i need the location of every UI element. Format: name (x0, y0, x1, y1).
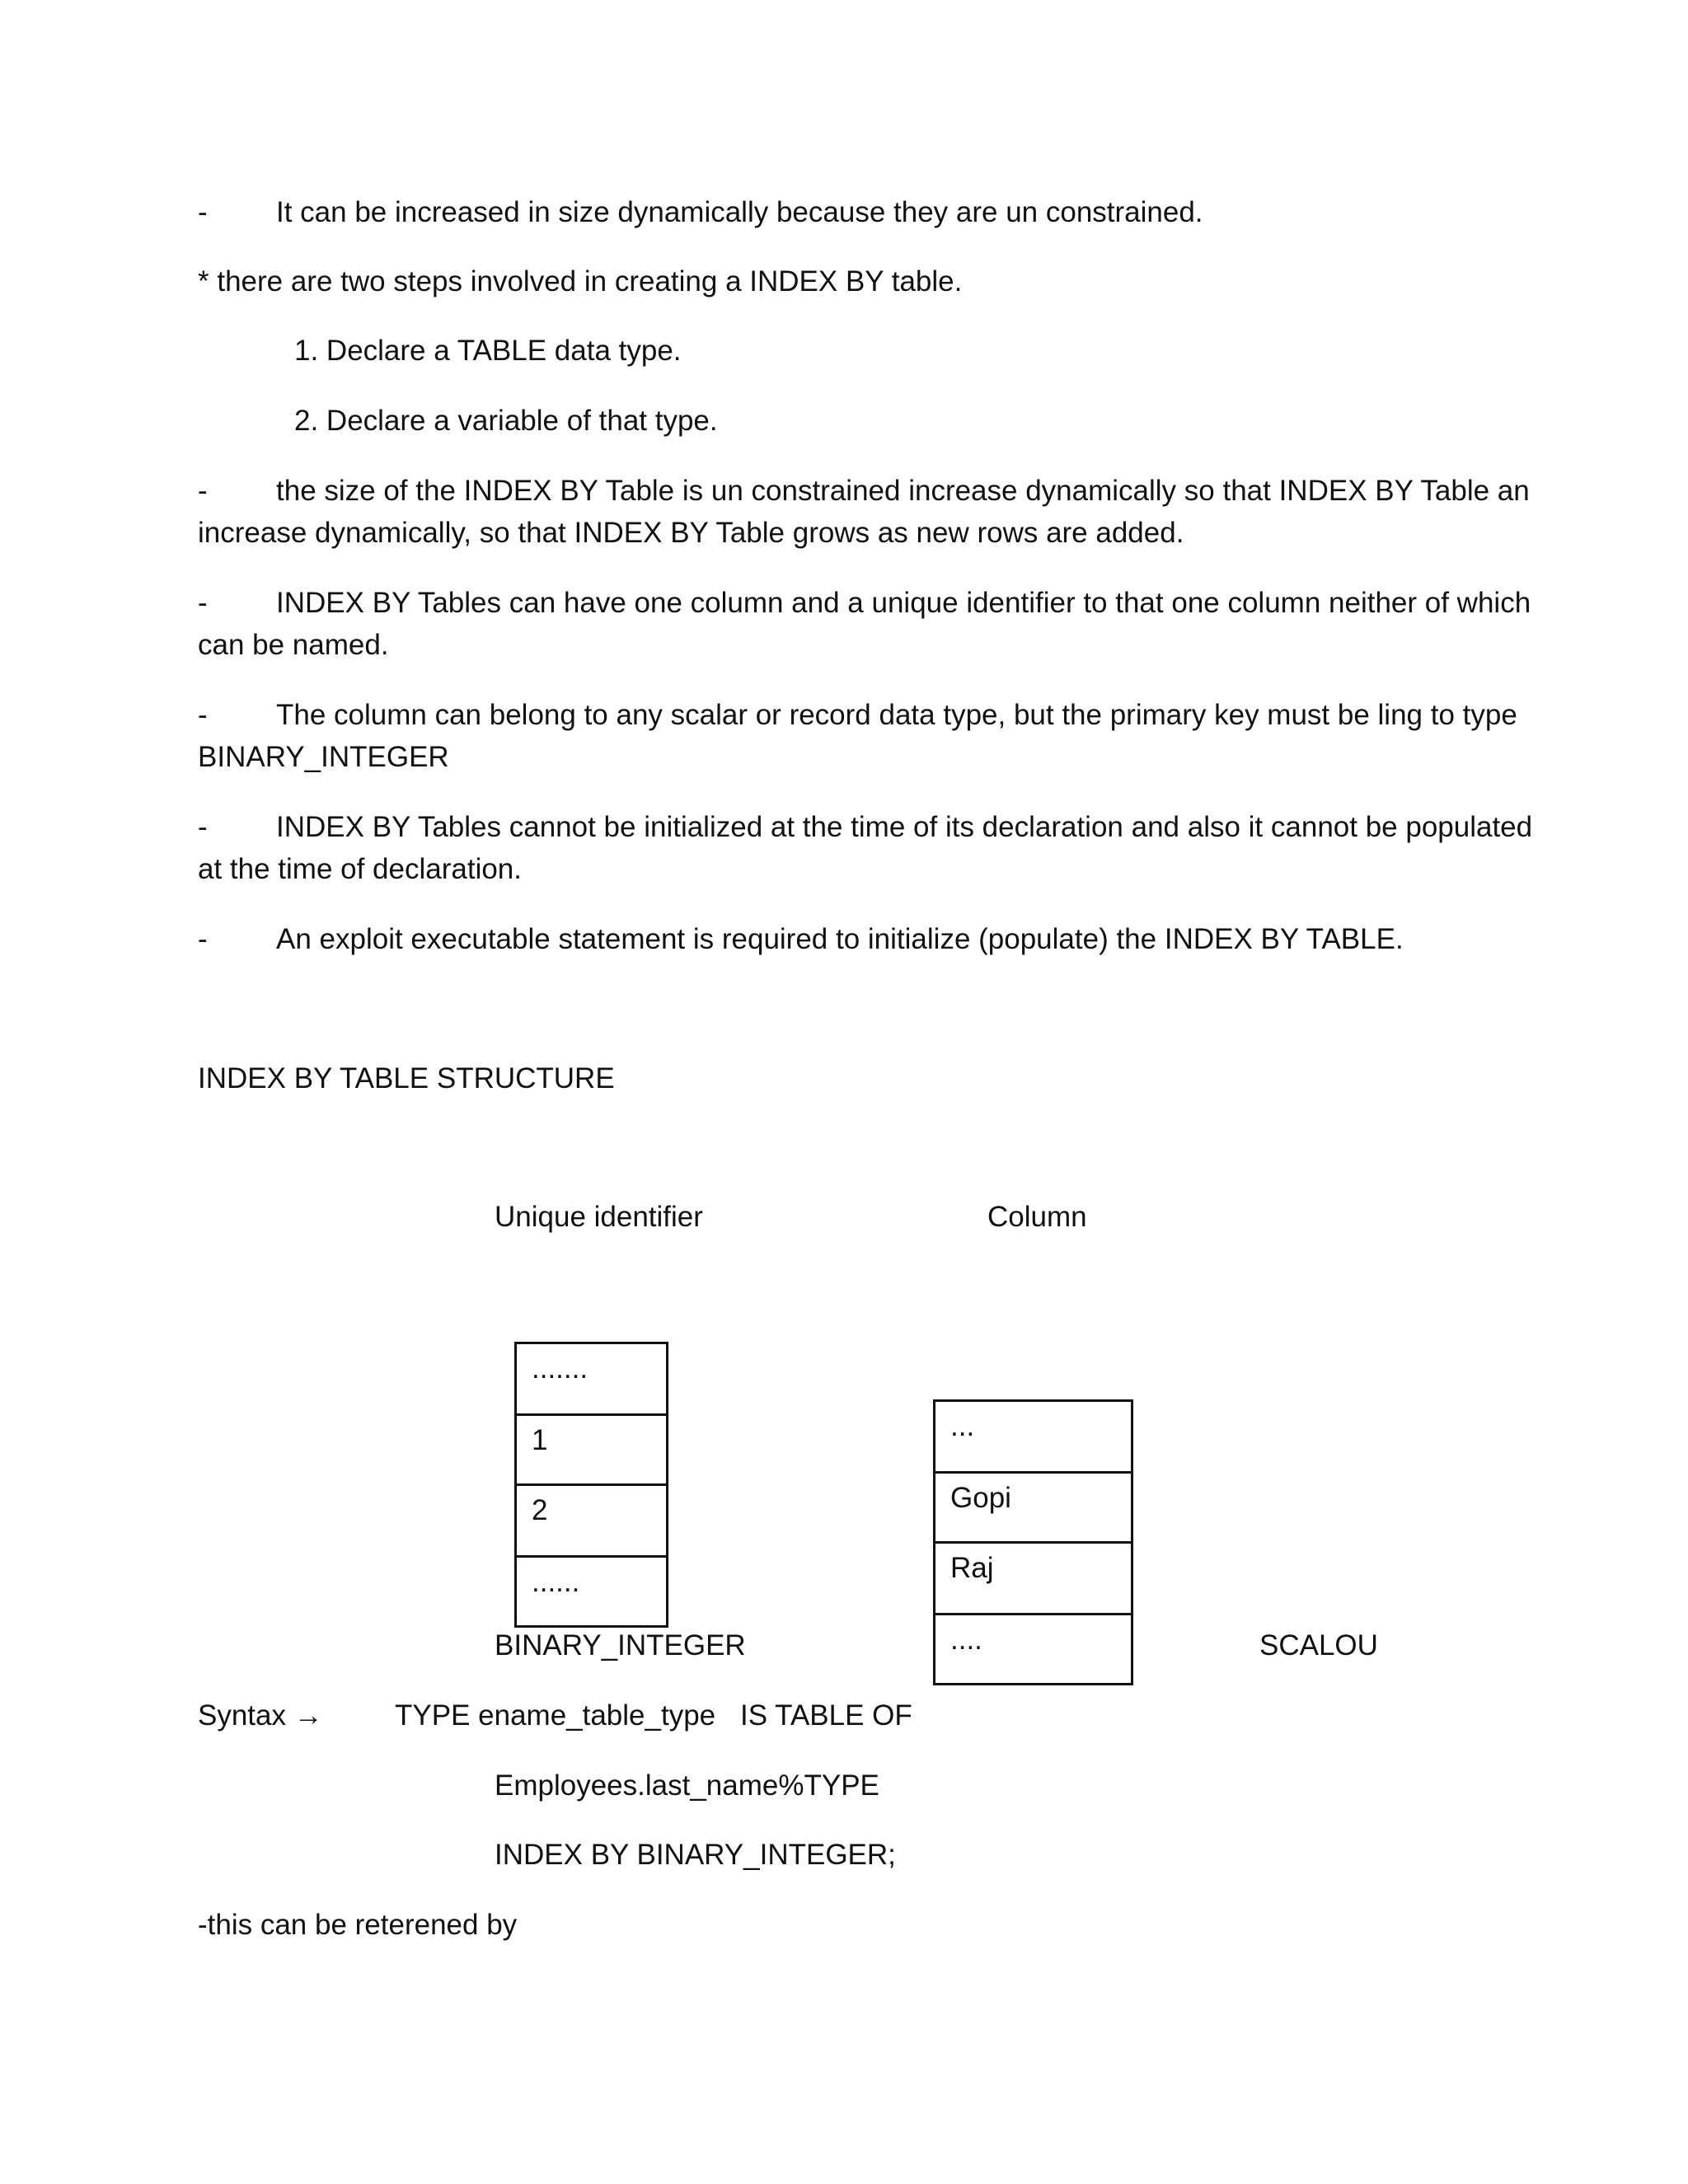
closing-line: -this can be reterened by (198, 1909, 518, 1941)
left-box-caption: BINARY_INTEGER (495, 1629, 746, 1661)
bullet-marker: - (198, 923, 208, 955)
right-column-header: Column (987, 1201, 1087, 1233)
bullet-marker: - (198, 196, 208, 228)
bullet-line (198, 918, 1404, 961)
bullet-text: the size of the INDEX BY Table is un constrained increase dynamically so that INDEX BY Table an (276, 475, 1530, 507)
identifier-cell: ...... (532, 1566, 580, 1598)
section-heading: INDEX BY TABLE STRUCTURE (198, 1062, 615, 1094)
bullet-marker: - (198, 811, 208, 843)
bullet-text: INDEX BY Tables can have one column and a unique identifier to that one column neither of which (276, 587, 1531, 619)
unique-identifier-box (514, 1342, 668, 1628)
left-column-header: Unique identifier (495, 1201, 703, 1233)
identifier-cell: ....... (517, 1344, 666, 1416)
syntax-label: Syntax → (198, 1699, 323, 1732)
bullet-continuation: increase dynamically, so that INDEX BY Table grows as new rows are added. (198, 517, 1184, 549)
bullet-marker: - (198, 587, 208, 619)
bullet-line (198, 582, 1531, 625)
column-values-box (933, 1399, 1133, 1685)
bullet-text: An exploit executable statement is required to initialize (populate) the INDEX BY TABLE. (276, 923, 1404, 955)
step-item: 2. Declare a variable of that type. (294, 405, 718, 437)
steps-intro: * there are two steps involved in creating a INDEX BY table. (198, 265, 963, 298)
bullet-text: It can be increased in size dynamically because they are un constrained. (276, 196, 1203, 228)
bullet-line (198, 806, 1532, 849)
right-box-caption: SCALOU (1259, 1629, 1378, 1661)
bullet-line (198, 694, 1517, 737)
bullet-marker: - (198, 699, 208, 731)
bullet-continuation: can be named. (198, 629, 389, 661)
bullet-text: The column can belong to any scalar or record data type, but the primary key must be ling to type (276, 699, 1517, 731)
bullet-marker: - (198, 475, 208, 507)
bullet-line (198, 470, 1530, 513)
syntax-element-type: Employees.last_name%TYPE (495, 1769, 879, 1802)
identifier-cell: 1 (517, 1416, 666, 1486)
syntax-type-declaration: TYPE ename_table_type (395, 1699, 716, 1732)
syntax-is-table-of: IS TABLE OF (740, 1699, 912, 1732)
step-item: 1. Declare a TABLE data type. (294, 335, 682, 367)
bullet-line (198, 191, 1203, 234)
bullet-continuation: at the time of declaration. (198, 853, 522, 885)
column-cell: ... (935, 1402, 1131, 1474)
column-cell: .... (950, 1624, 982, 1656)
column-cell: Gopi (935, 1474, 1131, 1544)
syntax-index-clause: INDEX BY BINARY_INTEGER; (495, 1839, 896, 1871)
column-cell: Raj (935, 1544, 1131, 1615)
identifier-cell: 2 (517, 1486, 666, 1558)
bullet-text: INDEX BY Tables cannot be initialized at the time of its declaration and also it cannot be populated (276, 811, 1533, 843)
bullet-continuation: BINARY_INTEGER (198, 741, 449, 773)
